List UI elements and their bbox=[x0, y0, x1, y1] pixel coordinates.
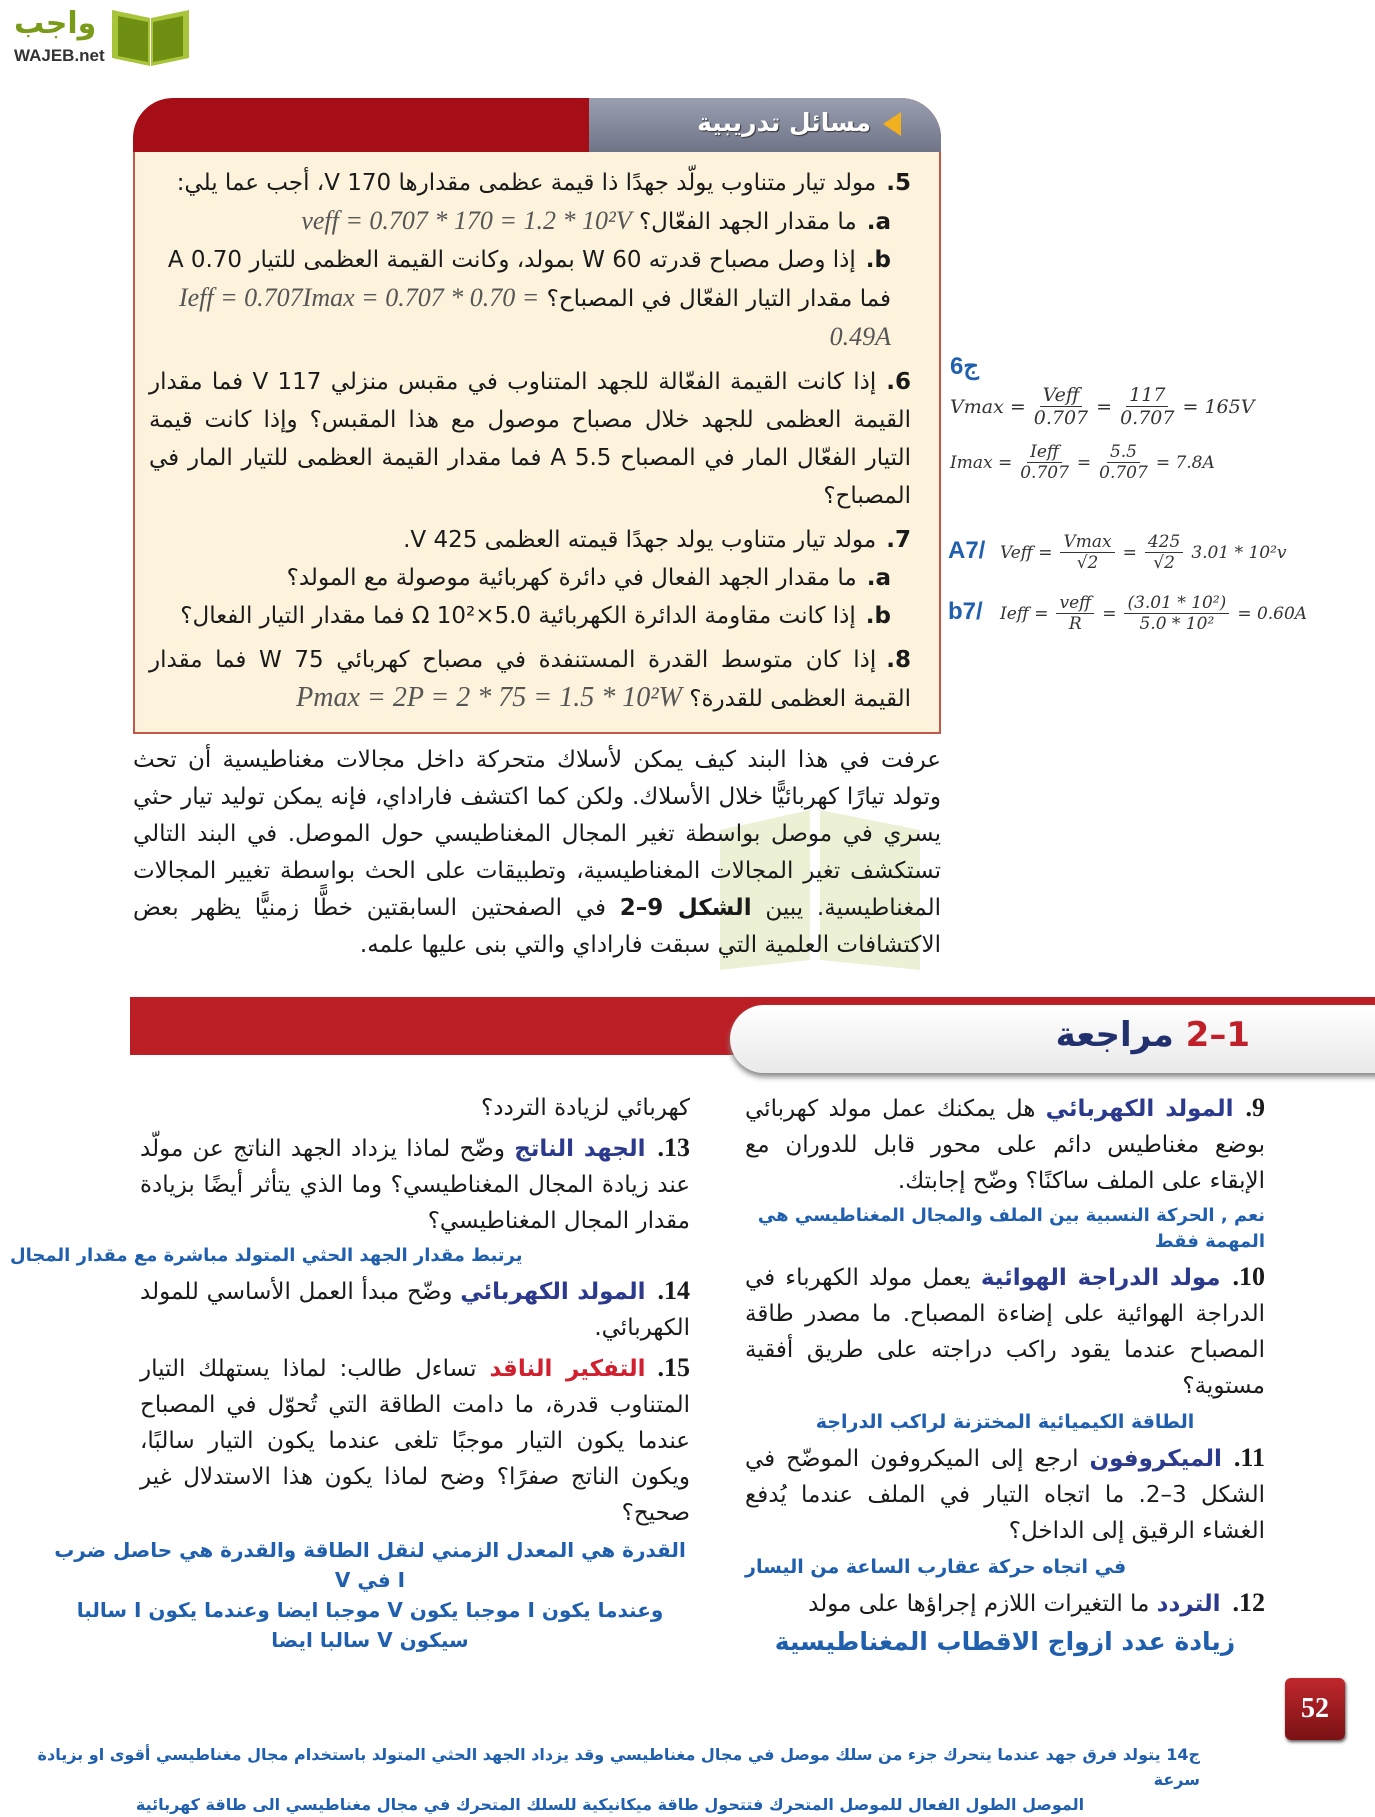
problem-number: 7. bbox=[886, 527, 911, 553]
answer-7b-label: b7/ bbox=[948, 598, 983, 625]
denominator: 0.707 bbox=[1099, 463, 1148, 483]
answer-10: الطاقة الكيميائية المختزنة لراكب الدراجة bbox=[815, 1411, 1195, 1433]
problem-8 bbox=[149, 641, 911, 718]
fraction bbox=[1056, 593, 1094, 634]
practice-problems-box bbox=[133, 152, 941, 734]
logo-arabic: واجب bbox=[14, 6, 97, 41]
numerator: 5.5 bbox=[1107, 442, 1140, 463]
question-text: يعمل مولد الكهرباء في الدراجة الهوائية على إضاءة المصباح. ما مصدر طاقة المصباح عندما يقود راكب دراجته على طريق أفقية مستوية؟ bbox=[745, 1265, 1265, 1399]
review-question-13 bbox=[140, 1130, 690, 1239]
part-text: ما مقدار الجهد الفعال في دائرة كهربائية موصولة مع المولد؟ bbox=[286, 565, 857, 591]
paragraph-text: في الصفحتين السابقتين خطًّا زمنيًّا يظهر بعض الاكتشافات العلمية التي سبقت فاراداي والتي بنى عليها علمه. bbox=[133, 895, 941, 958]
part-label: b. bbox=[865, 247, 891, 273]
review-question-9 bbox=[745, 1090, 1265, 1199]
denominator: √2 bbox=[1153, 553, 1175, 573]
fraction bbox=[1034, 384, 1088, 429]
review-question-15 bbox=[140, 1350, 690, 1531]
question-term: الجهد الناتج bbox=[514, 1136, 646, 1162]
part-label: a. bbox=[866, 565, 891, 591]
answer-6-vmax: Vmax = $\frac{\text{Veff}}{0.707}$ = $\frac{117}{0.707}$ = 165V bbox=[950, 384, 1255, 429]
question-12-continued: كهربائي لزيادة التردد؟ bbox=[481, 1095, 690, 1121]
section-number: 2–1 bbox=[1185, 1015, 1250, 1055]
answer-5a: veff = 0.707 * 170 = 1.2 * 10²V bbox=[301, 206, 632, 235]
answer-12: زيادة عدد ازواج الاقطاب المغناطيسية bbox=[774, 1627, 1236, 1656]
answer-5b: Ieff = 0.707Imax = 0.707 * 0.70 = 0.49A bbox=[178, 283, 891, 351]
numerator: Ieff bbox=[1027, 442, 1062, 463]
question-term: الميكروفون bbox=[1089, 1446, 1222, 1472]
problem-text: مولد تيار متناوب يولد جهدًا قيمته العظمى 425 V. bbox=[403, 527, 877, 553]
part-text: إذا وصل مصباح قدرته 60 W بمولد، وكانت القيمة العظمى للتيار 0.70 A bbox=[167, 247, 856, 273]
upper-section bbox=[133, 98, 941, 964]
denominator: 5.0 * 10² bbox=[1139, 614, 1215, 634]
denominator: 0.707 bbox=[1033, 407, 1089, 429]
numerator: 117 bbox=[1126, 384, 1168, 407]
part-label: a. bbox=[866, 209, 891, 235]
question-text: تساءل طالب: لماذا يستهلك التيار المتناوب قدرة، ما دامت الطاقة التي تُحوّل في المصباح عندما يكون التيار موجبًا تلغى عندما يكون التيار سالبًا، ويكون الناتج صفرًا؟ وضح لماذا يكون هذا الاستدلال غير صحيح؟ bbox=[140, 1356, 690, 1526]
denominator: 0.707 bbox=[1020, 463, 1069, 483]
problem-text: مولد تيار متناوب يولّد جهدًا ذا قيمة عظمى مقدارها 170 V، أجب عما يلي: bbox=[176, 170, 877, 196]
numerator: (3.01 * 10²) bbox=[1124, 593, 1229, 614]
review-title-text: مراجعة bbox=[1055, 1015, 1174, 1055]
question-number: 13. bbox=[657, 1133, 690, 1162]
question-text: وضّح مبدأ العمل الأساسي للمولد الكهربائي. bbox=[140, 1279, 690, 1341]
part-text: ما مقدار الجهد الفعّال؟ bbox=[638, 209, 857, 235]
paragraph-text: عرفت في هذا البند كيف يمكن لأسلاك متحركة داخل مجالات مغناطيسية أن تحث وتولد تيارًا كهربائيًّا خلال الأسلاك. ولكن كما اكتشف فاراداي، فإنه يمكن توليد تيار حثي يسري في موصل بواسطة تغير المجال المغناطيسي حول الموصل. في البند التالي تستكشف تغير المجالات المغناطيسية، وتطبيقات على الحث بواسطة تغيير المجالات المغناطيسية. يبين bbox=[133, 747, 941, 921]
denominator: R bbox=[1068, 614, 1082, 634]
answer-line: سيكون V سالبا ايضا bbox=[271, 1628, 469, 1652]
problem-5 bbox=[149, 164, 911, 357]
problem-number: 8. bbox=[886, 647, 911, 673]
denominator: 0.707 bbox=[1120, 407, 1175, 429]
math-result: = 0.60A bbox=[1237, 603, 1308, 624]
review-title bbox=[1056, 1015, 1250, 1055]
numerator: veff bbox=[1056, 593, 1094, 614]
answer-6-imax: Imax = $\frac{\text{Ieff}}{0.707}$ = $\frac{5.5}{0.707}$ = 7.8A bbox=[950, 442, 1215, 483]
fraction bbox=[1099, 442, 1148, 483]
question-term: مولد الدراجة الهوائية bbox=[980, 1265, 1221, 1291]
triangle-icon bbox=[883, 112, 901, 136]
math-result: = 7.8A bbox=[1155, 452, 1215, 473]
review-question-14 bbox=[140, 1273, 690, 1346]
fraction bbox=[1145, 532, 1183, 573]
answer-line: القدرة هي المعدل الزمني لنقل الطاقة والقدرة هي حاصل ضرب I في V bbox=[54, 1538, 686, 1592]
math-result: 3.01 * 10²v bbox=[1191, 542, 1287, 563]
fraction bbox=[1060, 532, 1114, 573]
question-term: التفكير الناقد bbox=[489, 1356, 646, 1382]
question-number: 9. bbox=[1245, 1093, 1265, 1122]
practice-header bbox=[133, 98, 941, 152]
answer-7a: Veff = $\frac{Vmax}{√2}$ = $\frac{425}{√2}$ 3.01 * 10²v bbox=[1000, 532, 1287, 573]
answer-7a-label: A7/ bbox=[948, 537, 986, 564]
review-question-12 bbox=[745, 1585, 1265, 1622]
answer-7b: Ieff = $\frac{\text{veff}}{R}$ = $\frac{\text{(3.01 * 10²)}}{\text{5.0 * 10²}}$ = 0.60A bbox=[1000, 593, 1308, 634]
question-number: 12. bbox=[1232, 1588, 1265, 1617]
answer-15 bbox=[50, 1535, 690, 1655]
question-text: ما التغيرات اللازم إجراؤها على مولد bbox=[808, 1591, 1157, 1617]
part-label: b. bbox=[865, 603, 891, 629]
question-text: وضّح لماذا يزداد الجهد الناتج عن مولّد عند زيادة المجال المغناطيسي؟ وما الذي يتأثر أيضًا بزيادة مقدار المجال المغناطيسي؟ bbox=[140, 1136, 690, 1234]
math-lhs: Vmax = bbox=[950, 395, 1026, 418]
question-term: المولد الكهربائي bbox=[460, 1279, 646, 1305]
review-right-column bbox=[745, 1090, 1265, 1662]
answer-6-label: ج6 bbox=[950, 353, 979, 380]
math-lhs: Ieff = bbox=[1000, 603, 1049, 624]
denominator: √2 bbox=[1076, 553, 1099, 573]
page-number: 52 bbox=[1285, 1678, 1345, 1740]
review-question-11 bbox=[745, 1440, 1265, 1549]
question-number: 14. bbox=[657, 1276, 690, 1305]
fraction bbox=[1124, 593, 1229, 634]
problem-text: إذا كان متوسط القدرة المستنفدة في مصباح كهربائي 75 W فما مقدار القيمة العظمى للقدرة؟ bbox=[149, 647, 911, 712]
question-text: ارجع إلى الميكروفون الموضّح في الشكل 3–2. ما اتجاه التيار في الملف عندما يُدفع الغشاء الرقيق إلى الداخل؟ bbox=[745, 1446, 1265, 1544]
numerator: 425 bbox=[1145, 532, 1183, 553]
wajeb-logo bbox=[8, 6, 193, 68]
book-icon bbox=[108, 6, 193, 66]
answer-14-footer bbox=[20, 1742, 1200, 1817]
review-left-column bbox=[10, 1090, 690, 1659]
answer-11: في اتجاه حركة عقارب الساعة من اليسار bbox=[745, 1556, 1127, 1578]
fraction bbox=[1120, 384, 1174, 429]
problem-6 bbox=[149, 363, 911, 515]
question-term: التردد bbox=[1156, 1591, 1221, 1617]
problem-7 bbox=[149, 521, 911, 635]
answer-13: يرتبط مقدار الجهد الحثي المتولد مباشرة مع مقدار المجال bbox=[10, 1245, 523, 1266]
math-lhs: Imax = bbox=[950, 452, 1013, 473]
question-number: 11. bbox=[1233, 1443, 1265, 1472]
answer-8: Pmax = 2P = 2 * 75 = 1.5 * 10²W bbox=[296, 682, 682, 713]
question-term: المولد الكهربائي bbox=[1045, 1096, 1234, 1122]
logo-latin: WAJEB.net bbox=[14, 46, 105, 65]
question-text: هل يمكنك عمل مولد كهربائي بوضع مغناطيس دائم على محور قابل للدوران مع الإبقاء على الملف ساكنًا؟ وضّح إجابتك. bbox=[745, 1096, 1265, 1194]
part-text: إذا كانت مقاومة الدائرة الكهربائية 5.0×10² Ω فما مقدار التيار الفعال؟ bbox=[180, 603, 856, 629]
answer-line: وعندما يكون I موجبا يكون V موجبا ايضا وعندما يكون I سالبا bbox=[76, 1598, 664, 1622]
math-result: = 165V bbox=[1182, 395, 1255, 418]
numerator: Vmax bbox=[1060, 532, 1114, 553]
question-number: 15. bbox=[657, 1353, 690, 1382]
part-text: فما مقدار التيار الفعّال في المصباح؟ bbox=[546, 286, 891, 312]
math-lhs: Veff = bbox=[1000, 542, 1053, 563]
fraction bbox=[1020, 442, 1069, 483]
problem-number: 5. bbox=[886, 170, 911, 196]
footer-line: ج14 يتولد فرق جهد عندما يتحرك جزء من سلك موصل في مجال مغناطيسي وقد يزداد الجهد الحثي المتولد باستخدام مجال مغناطيسي أقوى او بزيادة سرعة bbox=[37, 1745, 1200, 1789]
numerator: Veff bbox=[1040, 384, 1083, 407]
figure-reference[interactable]: الشكل 9–2 bbox=[619, 895, 752, 921]
practice-title: مسائل تدريبية bbox=[697, 108, 871, 137]
question-number: 10. bbox=[1232, 1262, 1265, 1291]
problem-text: إذا كانت القيمة الفعّالة للجهد المتناوب في مقبس منزلي 117 V فما مقدار القيمة العظمى للجهد خلال مصباح موصول مع هذا المقبس؟ وإذا كانت قيمة التيار الفعّال المار في المصباح 5.5 A فما مقدار القيمة العظمى للتيار المار في المصباح؟ bbox=[149, 369, 911, 509]
footer-line: الموصل الطول الفعال للموصل المتحرك فتتحول طاقة ميكانيكية للسلك المتحرك في مجال مغناطيسي الى طاقة كهربائية bbox=[135, 1795, 1085, 1814]
section-paragraph bbox=[133, 742, 941, 964]
review-question-10 bbox=[745, 1259, 1265, 1404]
problem-number: 6. bbox=[886, 369, 911, 395]
review-title-pill bbox=[730, 1005, 1375, 1073]
answer-9: نعم , الحركة النسبية بين الملف والمجال المغناطيسي هي المهمة فقط bbox=[757, 1205, 1265, 1252]
